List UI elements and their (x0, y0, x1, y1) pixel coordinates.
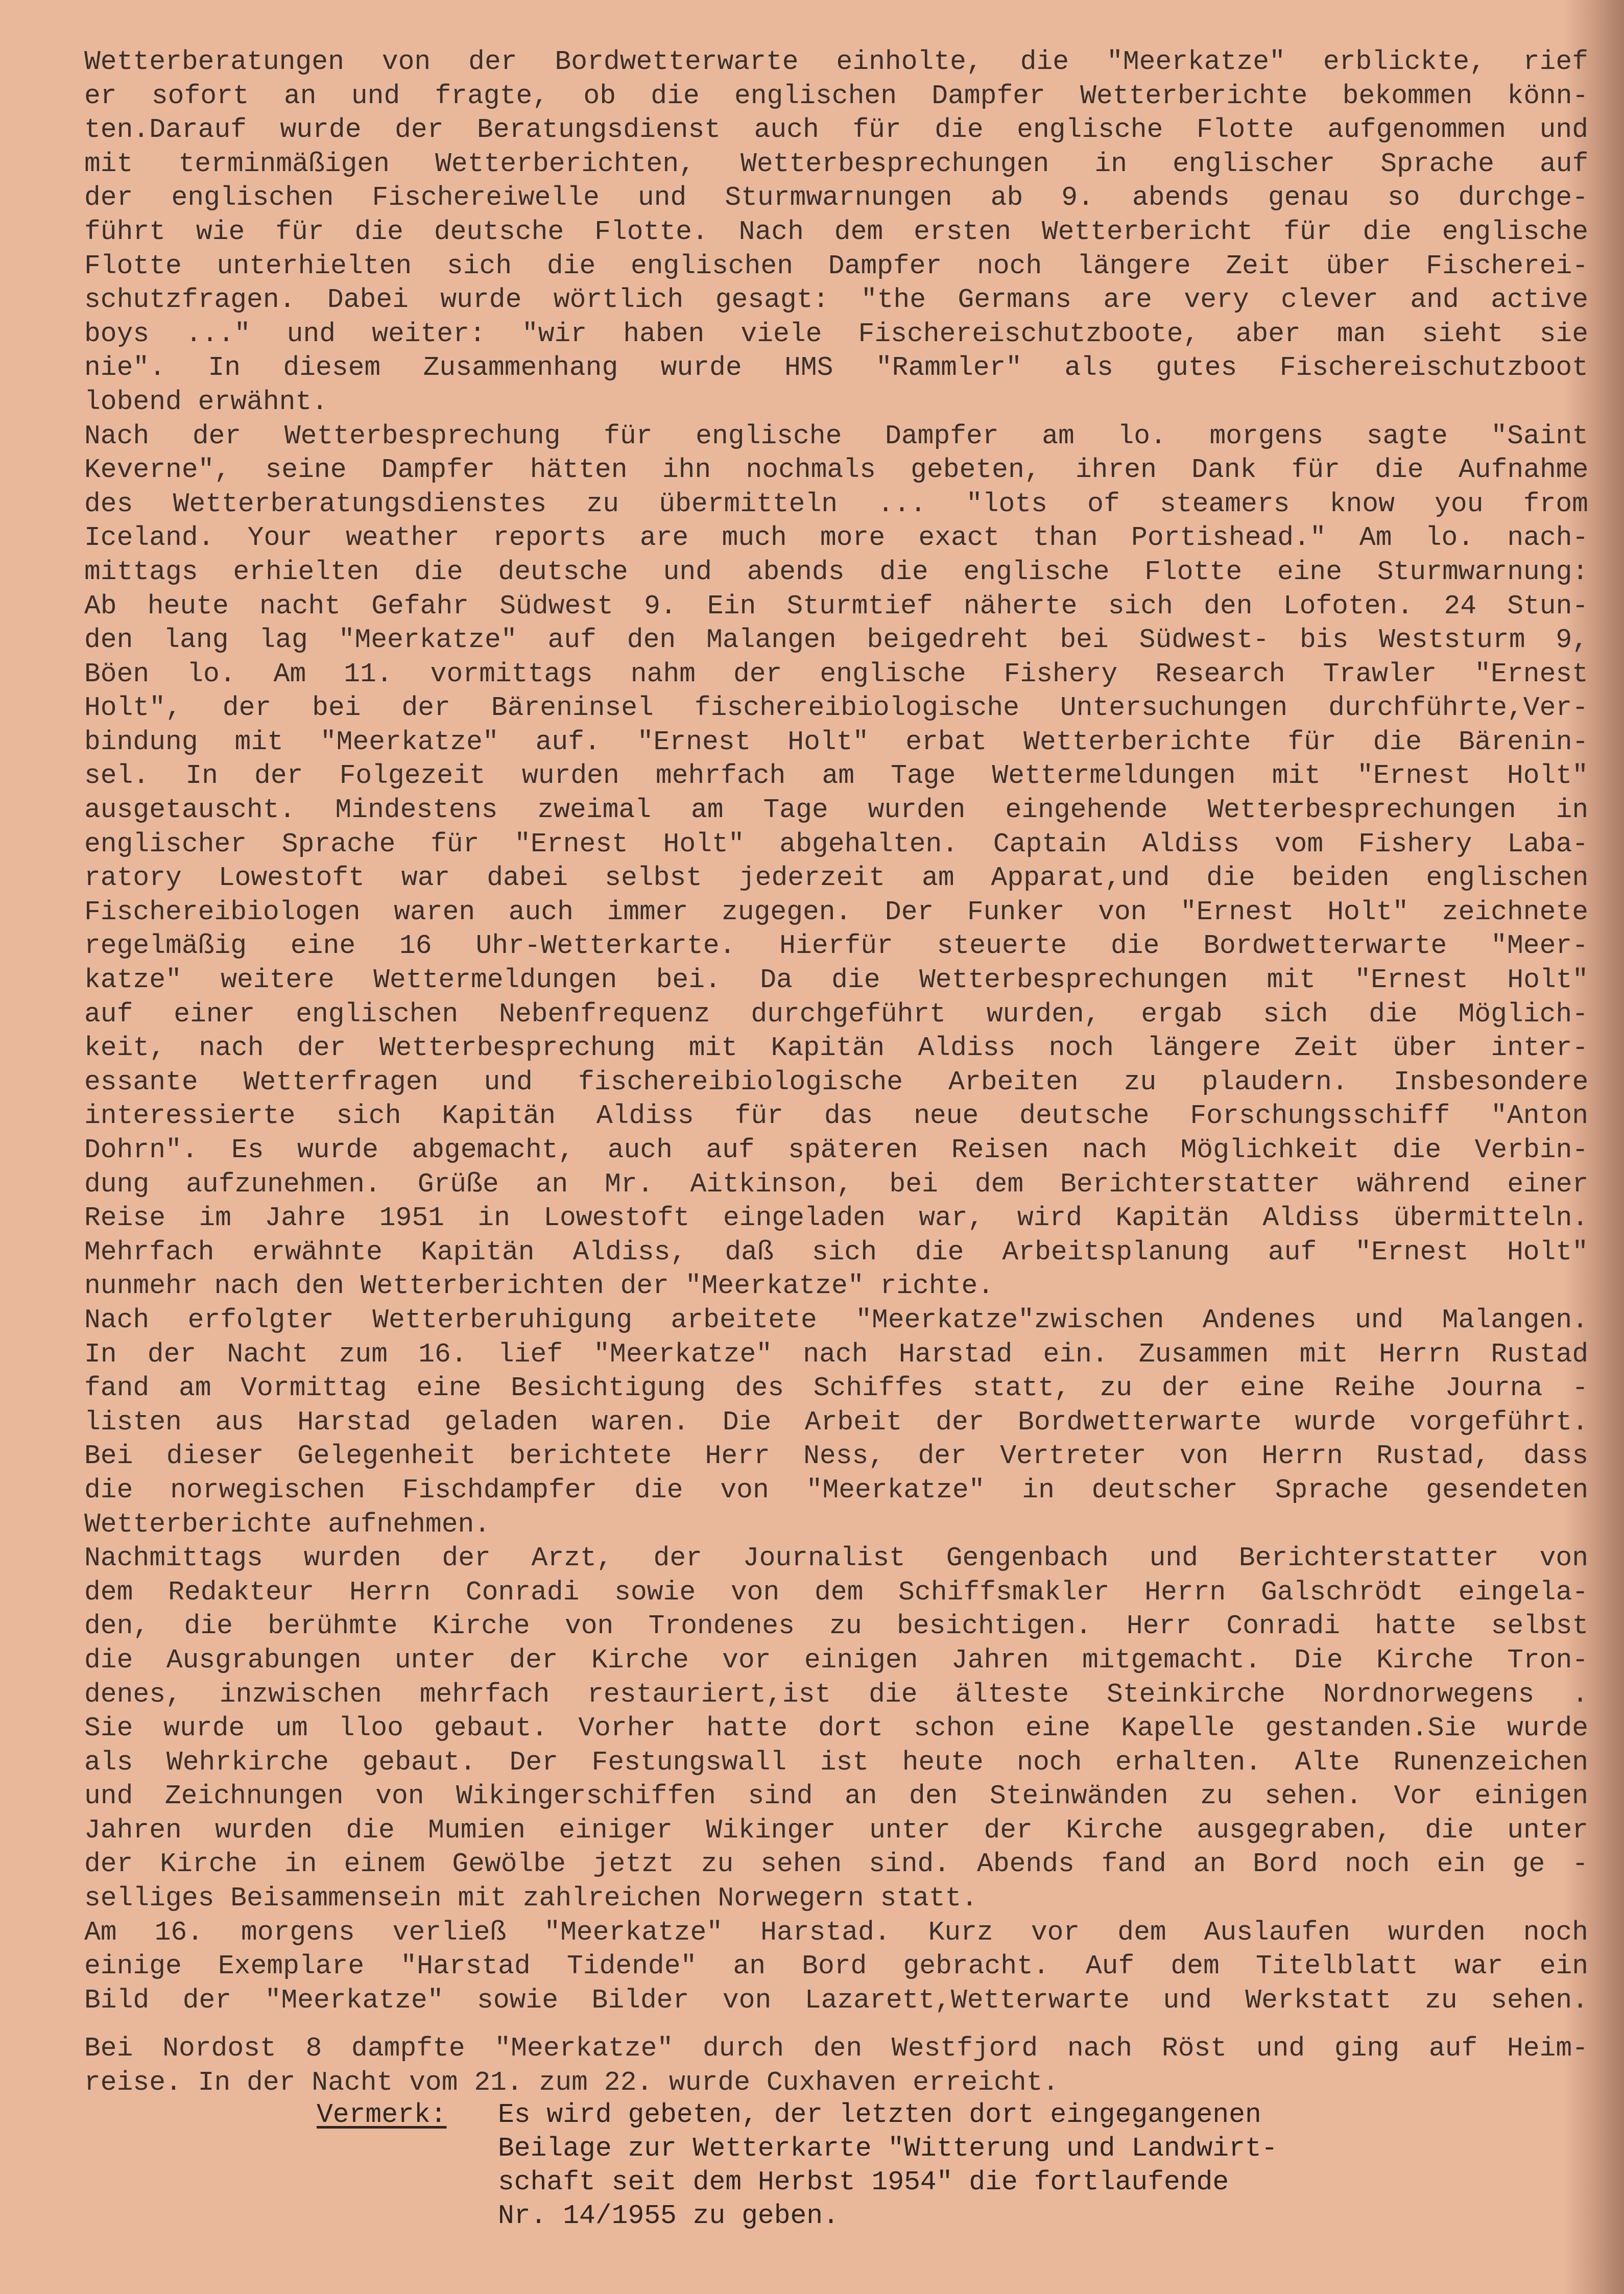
text-line: Reise im Jahre 1951 in Lowestoft eingeladen war, wird Kapitän Aldiss übermitteln. (84, 1203, 1588, 1234)
text-line: dem Redakteur Herrn Conradi sowie von dem Schiffsmakler Herrn Galschrödt eingela- (84, 1576, 1588, 1608)
paragraph-trondenes-church (84, 1541, 1588, 1916)
text-line: Nach der Wetterbesprechung für englische Dampfer am lo. morgens sagte "Saint (84, 420, 1588, 451)
text-line: In der Nacht zum 16. lief "Meerkatze" nach Harstad ein. Zusammen mit Herrn Rustad (84, 1339, 1588, 1370)
text-line: mit terminmäßigen Wetterberichten, Wetterbesprechungen in englischer Sprache auf (84, 148, 1588, 179)
text-line: Dohrn". Es wurde abgemacht, auch auf späteren Reisen nach Möglichkeit die Verbin- (84, 1135, 1588, 1165)
text-line: Sie wurde um lloo gebaut. Vorher hatte dort schon eine Kapelle gestanden.Sie wurde (84, 1713, 1588, 1744)
text-line: Bei Nordost 8 dampfte "Meerkatze" durch den Westfjord nach Röst und ging auf Heim- (84, 2033, 1588, 2064)
remark-line: Nr. 14/1955 zu geben. (498, 2201, 839, 2231)
paragraph-harstad-visit (84, 1303, 1588, 1541)
remark-line: Es wird gebeten, der letzten dort eingegangenen (498, 2099, 1261, 2130)
text-line: mittags erhielten die deutsche und abends die englische Flotte eine Sturmwarnung: (84, 556, 1588, 587)
text-line: Am 16. morgens verließ "Meerkatze" Harstad. Kurz vor dem Auslaufen wurden noch (84, 1917, 1588, 1948)
text-line: der englischen Fischereiwelle und Sturmwarnungen ab 9. abends genau so durchge- (84, 182, 1588, 213)
text-line: Fischereibiologen waren auch immer zugegen. Der Funker von "Ernest Holt" zeichnete (84, 896, 1588, 927)
paragraph-spacer (84, 2017, 1588, 2032)
text-line: Wetterberatungen von der Bordwetterwarte einholte, die "Meerkatze" erblickte, rief (84, 46, 1588, 77)
text-line: englischer Sprache für "Ernest Holt" abgehalten. Captain Aldiss vom Fishery Laba- (84, 828, 1588, 859)
remark-line: Beilage zur Wetterkarte "Witterung und Landwirt- (498, 2133, 1278, 2164)
remark-note (317, 2098, 1440, 2233)
text-line: den, die berühmte Kirche von Trondenes zu besichtigen. Herr Conradi hatte selbst (84, 1611, 1588, 1642)
text-line: Keverne", seine Dampfer hätten ihn nochmals gebeten, ihren Dank für die Aufnahme (84, 455, 1588, 486)
text-line: Holt", der bei der Bäreninsel fischereibiologische Untersuchungen durchführte,Ver- (84, 692, 1588, 724)
report-body (84, 45, 1588, 2100)
text-line: nie". In diesem Zusammenhang wurde HMS "Rammler" als gutes Fischereischutzboot (84, 352, 1588, 384)
text-line: essante Wetterfragen und fischereibiologische Arbeiten zu plaudern. Insbesondere (84, 1066, 1588, 1097)
text-line: des Wetterberatungsdienstes zu übermitteln ... "lots of steamers know you from (84, 488, 1588, 519)
remark-line: schaft seit dem Herbst 1954" die fortlaufende (498, 2167, 1229, 2197)
paragraph-english-fleet (84, 45, 1588, 419)
text-line: er sofort an und fragte, ob die englischen Dampfer Wetterberichte bekommen könn- (84, 80, 1588, 111)
text-line: die Ausgrabungen unter der Kirche vor einigen Jahren mitgemacht. Die Kirche Tron- (84, 1644, 1588, 1676)
text-line: Böen lo. Am 11. vormittags nahm der englische Fishery Research Trawler "Ernest (84, 658, 1588, 689)
text-line: und Zeichnungen von Wikingerschiffen sind an den Steinwänden zu sehen. Vor einigen (84, 1781, 1588, 1812)
text-line: Bild der "Meerkatze" sowie Bilder von Lazarett,Wetterwarte und Werkstatt zu sehen. (84, 1985, 1588, 2016)
text-line: als Wehrkirche gebaut. Der Festungswall ist heute noch erhalten. Alte Runenzeichen (84, 1747, 1588, 1778)
text-line: den lang lag "Meerkatze" auf den Malangen beigedreht bei Südwest- bis Weststurm 9, (84, 625, 1588, 656)
text-line: listen aus Harstad geladen waren. Die Arbeit der Bordwetterwarte wurde vorgeführt. (84, 1406, 1588, 1438)
text-line: selliges Beisammensein mit zahlreichen Norwegern statt. (84, 1883, 978, 1914)
text-line: keit, nach der Wetterbesprechung mit Kapitän Aldiss noch längere Zeit über inter- (84, 1033, 1588, 1064)
text-line: Nach erfolgter Wetterberuhigung arbeitete "Meerkatze"zwischen Andenes und Malangen. (84, 1304, 1588, 1335)
remark-label: Vermerk: (317, 2099, 447, 2130)
text-line: schutzfragen. Dabei wurde wörtlich gesagt: "the Germans are very clever and active (84, 284, 1588, 316)
text-line: Jahren wurden die Mumien einiger Wikinger unter der Kirche ausgegraben, die unter (84, 1814, 1588, 1846)
paragraph-ernest-holt (84, 419, 1588, 1303)
text-line: Nachmittags wurden der Arzt, der Journalist Gengenbach und Berichterstatter von (84, 1543, 1588, 1574)
text-line: ausgetauscht. Mindestens zweimal am Tage wurden eingehende Wetterbesprechungen in (84, 795, 1588, 826)
text-line: der Kirche in einem Gewölbe jetzt zu sehen sind. Abends fand an Bord noch ein ge - (84, 1849, 1588, 1880)
text-line: die norwegischen Fischdampfer die von "Meerkatze" in deutscher Sprache gesendeten (84, 1474, 1588, 1506)
text-line: regelmäßig eine 16 Uhr-Wetterkarte. Hierfür steuerte die Bordwetterwarte "Meer- (84, 930, 1588, 962)
text-line: boys ..." und weiter: "wir haben viele Fischereischutzboote, aber man sieht sie (84, 318, 1588, 349)
text-line: Ab heute nacht Gefahr Südwest 9. Ein Sturmtief näherte sich den Lofoten. 24 Stun- (84, 590, 1588, 622)
paragraph-return-voyage (84, 2032, 1588, 2099)
text-line: Iceland. Your weather reports are much more exact than Portishead." Am lo. nach- (84, 522, 1588, 554)
text-line: sel. In der Folgezeit wurden mehrfach am Tage Wettermeldungen mit "Ernest Holt" (84, 760, 1588, 792)
text-line: fand am Vormittag eine Besichtigung des Schiffes statt, zu der eine Reihe Journa - (84, 1373, 1588, 1404)
text-line: Flotte unterhielten sich die englischen Dampfer noch längere Zeit über Fischerei- (84, 250, 1588, 281)
text-line: einige Exemplare "Harstad Tidende" an Bord gebracht. Auf dem Titelblatt war ein (84, 1951, 1588, 1982)
text-line: interessierte sich Kapitän Aldiss für das neue deutsche Forschungsschiff "Anton (84, 1101, 1588, 1132)
text-line: katze" weitere Wettermeldungen bei. Da die Wetterbesprechungen mit "Ernest Holt" (84, 965, 1588, 996)
text-line: reise. In der Nacht vom 21. zum 22. wurde Cuxhaven erreicht. (84, 2067, 1059, 2098)
paragraph-departure (84, 1916, 1588, 2018)
text-line: ten.Darauf wurde der Beratungsdienst auch für die englische Flotte aufgenommen und (84, 114, 1588, 146)
text-line: Bei dieser Gelegenheit berichtete Herr Ness, der Vertreter von Herrn Rustad, dass (84, 1441, 1588, 1472)
text-line: lobend erwähnt. (84, 386, 328, 417)
text-line: dung aufzunehmen. Grüße an Mr. Aitkinson, bei dem Berichterstatter während einer (84, 1168, 1588, 1200)
text-line: führt wie für die deutsche Flotte. Nach dem ersten Wetterbericht für die englische (84, 216, 1588, 247)
text-line: denes, inzwischen mehrfach restauriert,ist die älteste Steinkirche Nordnorwegens . (84, 1679, 1588, 1710)
remark-body (498, 2098, 1440, 2233)
text-line: nunmehr nach den Wetterberichten der "Meerkatze" richte. (84, 1271, 994, 1302)
text-line: auf einer englischen Nebenfrequenz durchgeführt wurden, ergab sich die Möglich- (84, 998, 1588, 1030)
text-line: ratory Lowestoft war dabei selbst jederzeit am Apparat,und die beiden englischen (84, 863, 1588, 894)
text-line: Mehrfach erwähnte Kapitän Aldiss, daß sich die Arbeitsplanung auf "Ernest Holt" (84, 1236, 1588, 1268)
text-line: Wetterberichte aufnehmen. (84, 1509, 491, 1540)
text-line: bindung mit "Meerkatze" auf. "Ernest Holt" erbat Wetterberichte für die Bärenin- (84, 726, 1588, 757)
